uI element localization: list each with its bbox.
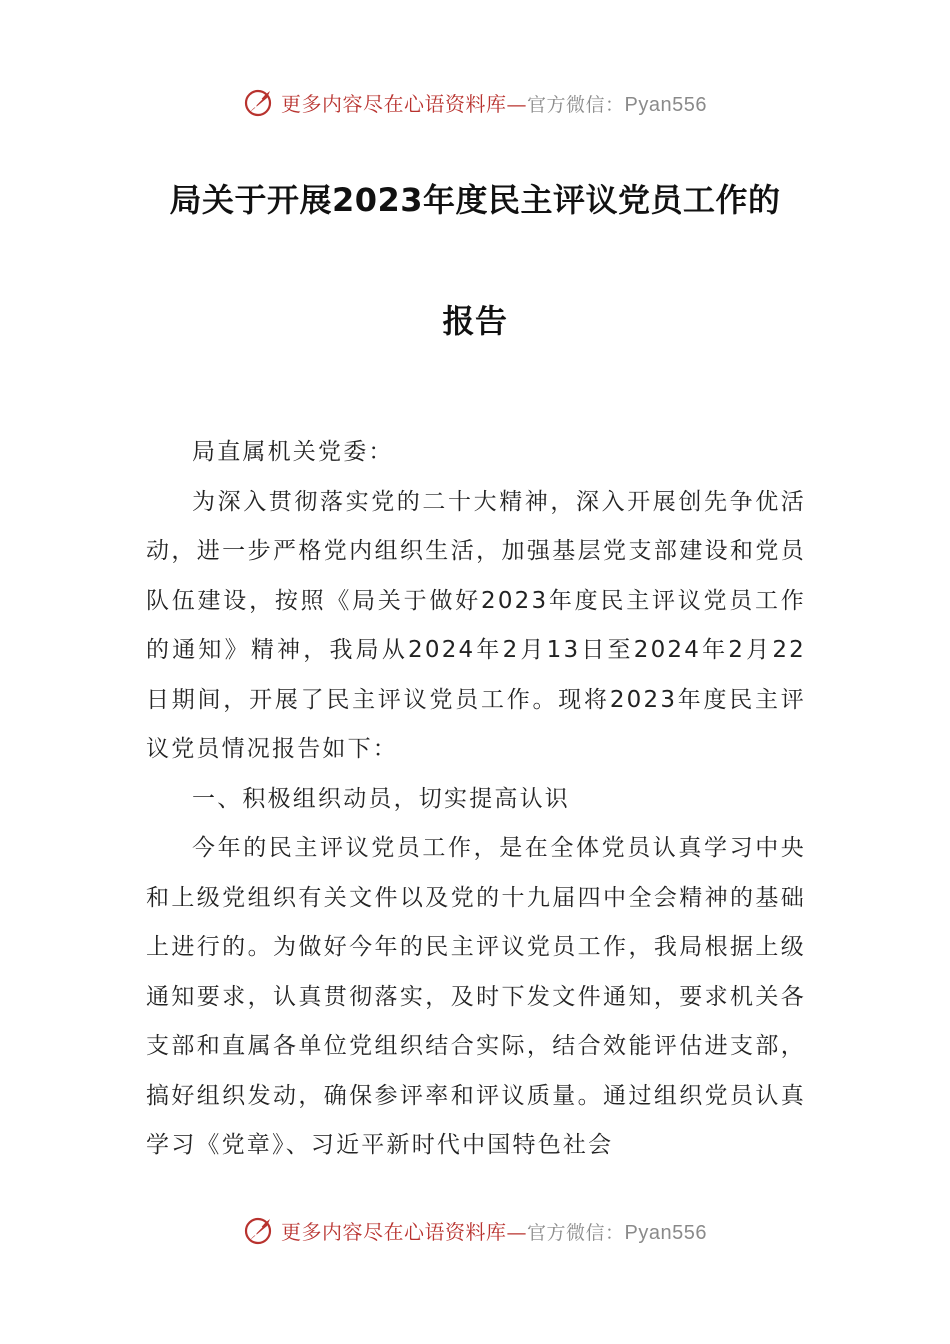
watermark-text: [281, 1216, 707, 1245]
pen-nib-circle-icon: [243, 85, 277, 119]
brand-text: 更多内容尽在心语资料库: [281, 91, 507, 116]
document-body: [146, 428, 806, 1171]
salutation: 局直属机关党委：: [192, 439, 394, 465]
paragraph-intro: 为深入贯彻落实党的二十大精神，深入开展创先争优活动，进一步严格党内组织生活，加强基层党支部建设和党员队伍建设，按照《局关于做好2023年度民主评议党员工作的通知》精神，我局从2024年2月13日至2024年2月22日期间，开展了民主评议党员工作。现将2023年度民主评议党员情况报告如下：: [146, 488, 806, 762]
pen-nib-circle-icon: [243, 1213, 277, 1247]
paragraph-section-1: 今年的民主评议党员工作，是在全体党员认真学习中央和上级党组织有关文件以及党的十九届四中全会精神的基础上进行的。为做好今年的民主评议党员工作，我局根据上级通知要求，认真贯彻落实，及时下发文件通知，要求机关各支部和直属各单位党组织结合实际，结合效能评估进支部，搞好组织发动，确保参评率和评议质量。通过组织党员认真学习《党章》、习近平新时代中国特色社会: [146, 835, 806, 1158]
footer-watermark-banner: [0, 1210, 950, 1250]
document-title-line-1: 局关于开展2023年度民主评议党员工作的: [169, 181, 781, 219]
banner-dash: —: [506, 1219, 527, 1244]
official-label: 官方微信：: [527, 1221, 625, 1244]
wechat-handle: Pyan556: [624, 1221, 707, 1244]
brand-text: 更多内容尽在心语资料库: [281, 1219, 507, 1244]
banner-dash: —: [506, 91, 527, 116]
watermark-text: [281, 88, 707, 117]
document-title-line-2: 报告: [442, 302, 508, 340]
header-watermark-banner: [0, 82, 950, 122]
official-label: 官方微信：: [527, 93, 625, 116]
wechat-handle: Pyan556: [624, 93, 707, 116]
section-heading-1: 一、积极组织动员，切实提高认识: [192, 785, 570, 812]
